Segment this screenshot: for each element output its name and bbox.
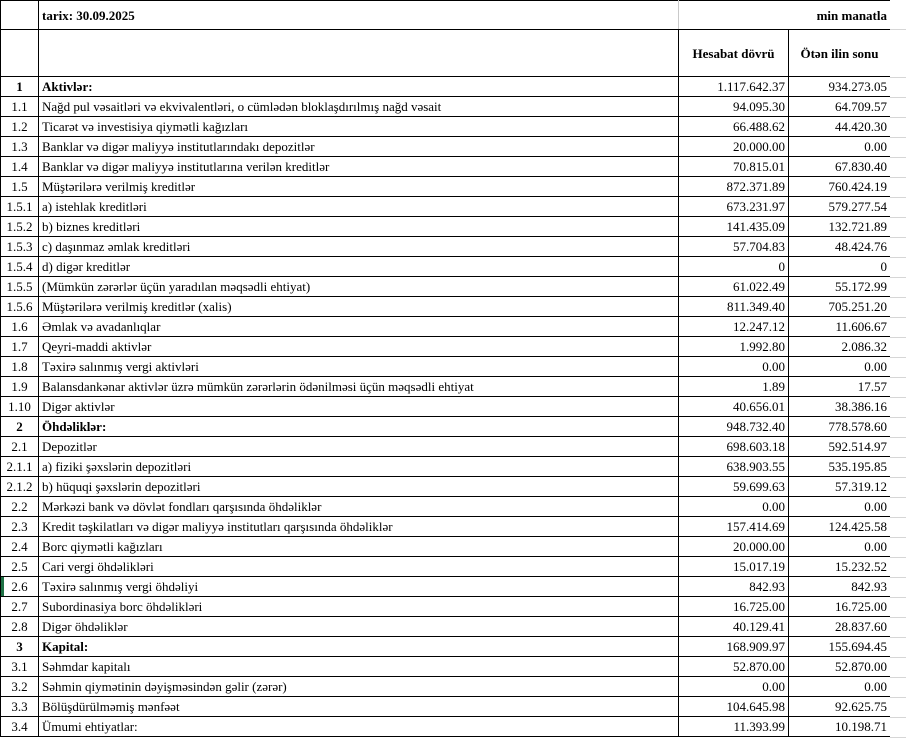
row-number-cell[interactable]: 1.5.4 — [1, 257, 39, 277]
row-number-cell[interactable]: 3.4 — [1, 717, 39, 737]
row-label-cell[interactable]: Kredit təşkilatları və digər maliyyə institutları qarşısında öhdəliklər — [39, 517, 679, 537]
value-prior-year-cell[interactable]: 0.00 — [789, 677, 891, 697]
gridline — [890, 29, 906, 30]
row-number-cell[interactable]: 2.2 — [1, 497, 39, 517]
row-number-cell[interactable]: 1.5.1 — [1, 197, 39, 217]
value-prior-year-cell[interactable]: 155.694.45 — [789, 637, 891, 657]
row-number-cell[interactable]: 3.2 — [1, 677, 39, 697]
value-current-period-cell[interactable]: 1.992.80 — [679, 337, 789, 357]
row-label-cell[interactable]: Müştərilərə verilmiş kreditlər — [39, 177, 679, 197]
value-prior-year-cell[interactable]: 2.086.32 — [789, 337, 891, 357]
table-row — [1, 637, 891, 657]
row-number-cell[interactable]: 3.3 — [1, 697, 39, 717]
value-prior-year-cell[interactable]: 48.424.76 — [789, 237, 891, 257]
table-row — [1, 177, 891, 197]
value-current-period-cell[interactable]: 0 — [679, 257, 789, 277]
table-row — [1, 477, 891, 497]
row-number-cell[interactable]: 1.3 — [1, 137, 39, 157]
value-prior-year-cell[interactable]: 55.172.99 — [789, 277, 891, 297]
value-prior-year-cell[interactable]: 592.514.97 — [789, 437, 891, 457]
table-row — [1, 557, 891, 577]
value-current-period-cell[interactable]: 40.129.41 — [679, 617, 789, 637]
value-prior-year-cell[interactable]: 132.721.89 — [789, 217, 891, 237]
corner-cell[interactable] — [1, 1, 39, 30]
row-label-cell[interactable]: Digər aktivlər — [39, 397, 679, 417]
value-current-period-cell[interactable]: 11.393.99 — [679, 717, 789, 737]
value-prior-year-cell[interactable]: 535.195.85 — [789, 457, 891, 477]
row-label-cell[interactable]: (Mümkün zərərlər üçün yaradılan məqsədli ehtiyat) — [39, 277, 679, 297]
table-row — [1, 677, 891, 697]
value-current-period-cell[interactable]: 141.435.09 — [679, 217, 789, 237]
value-prior-year-cell[interactable]: 0 — [789, 257, 891, 277]
value-current-period-cell[interactable]: 1.89 — [679, 377, 789, 397]
row-number-cell[interactable]: 1.1 — [1, 97, 39, 117]
row-number-cell[interactable]: 2.1.1 — [1, 457, 39, 477]
value-prior-year-cell[interactable]: 64.709.57 — [789, 97, 891, 117]
row-number-cell[interactable]: 1.6 — [1, 317, 39, 337]
table-row — [1, 597, 891, 617]
row-label-cell[interactable]: a) fiziki şəxslərin depozitləri — [39, 457, 679, 477]
report-date-cell[interactable]: tarix: 30.09.2025 — [39, 1, 679, 30]
row-label-cell[interactable]: Əmlak və avadanlıqlar — [39, 317, 679, 337]
row-number-cell[interactable]: 3.1 — [1, 657, 39, 677]
table-row — [1, 697, 891, 717]
row-label-cell[interactable]: Kapital: — [39, 637, 679, 657]
table-row — [1, 77, 891, 97]
row-number-cell[interactable]: 2 — [1, 417, 39, 437]
row-label-cell[interactable]: b) biznes kreditləri — [39, 217, 679, 237]
value-current-period-cell[interactable]: 0.00 — [679, 677, 789, 697]
table-row — [1, 157, 891, 177]
row-number-cell[interactable]: 1.9 — [1, 377, 39, 397]
row-label-cell[interactable]: Müştərilərə verilmiş kreditlər (xalis) — [39, 297, 679, 317]
row-label-cell[interactable]: c) daşınmaz əmlak kreditləri — [39, 237, 679, 257]
value-prior-year-cell[interactable]: 28.837.60 — [789, 617, 891, 637]
row-label-cell[interactable]: Digər öhdəliklər — [39, 617, 679, 637]
value-prior-year-cell[interactable]: 11.606.67 — [789, 317, 891, 337]
value-current-period-cell[interactable]: 673.231.97 — [679, 197, 789, 217]
row-label-cell[interactable]: Nağd pul vəsaitləri və ekvivalentləri, o cümlədən bloklaşdırılmış nağd vəsait — [39, 97, 679, 117]
value-prior-year-cell[interactable]: 0.00 — [789, 497, 891, 517]
value-current-period-cell[interactable]: 104.645.98 — [679, 697, 789, 717]
row-number-cell[interactable]: 1.5.5 — [1, 277, 39, 297]
value-current-period-cell[interactable]: 638.903.55 — [679, 457, 789, 477]
value-current-period-cell[interactable]: 20.000.00 — [679, 537, 789, 557]
value-prior-year-cell[interactable]: 0.00 — [789, 537, 891, 557]
row-label-cell[interactable]: Mərkəzi bank və dövlət fondları qarşısında öhdəliklər — [39, 497, 679, 517]
row-number-cell[interactable]: 1.5.3 — [1, 237, 39, 257]
row-number-cell[interactable]: 2.6 — [1, 577, 39, 597]
value-current-period-cell[interactable]: 842.93 — [679, 577, 789, 597]
table-row — [1, 617, 891, 637]
value-current-period-cell[interactable]: 0.00 — [679, 357, 789, 377]
table-row — [1, 277, 891, 297]
value-current-period-cell[interactable]: 948.732.40 — [679, 417, 789, 437]
value-current-period-cell[interactable]: 59.699.63 — [679, 477, 789, 497]
row-label-cell[interactable]: Subordinasiya borc öhdəlikləri — [39, 597, 679, 617]
value-current-period-cell[interactable]: 57.704.83 — [679, 237, 789, 257]
title-row — [1, 1, 891, 30]
row-number-cell[interactable]: 1.10 — [1, 397, 39, 417]
value-prior-year-cell[interactable]: 15.232.52 — [789, 557, 891, 577]
table-row — [1, 457, 891, 477]
row-label-cell[interactable]: Təxirə salınmış vergi aktivləri — [39, 357, 679, 377]
row-label-cell[interactable]: Balansdankənar aktivlər üzrə mümkün zərərlərin ödənilməsi üçün məqsədli ehtiyat — [39, 377, 679, 397]
row-label-cell[interactable]: d) digər kreditlər — [39, 257, 679, 277]
value-current-period-cell[interactable]: 61.022.49 — [679, 277, 789, 297]
header-label-cell[interactable] — [39, 30, 679, 77]
row-label-cell[interactable]: Ticarət və investisiya qiymətli kağızları — [39, 117, 679, 137]
row-number-cell[interactable]: 1.4 — [1, 157, 39, 177]
row-label-cell[interactable]: Borc qiymətli kağızları — [39, 537, 679, 557]
table-row — [1, 117, 891, 137]
unit-label-cell[interactable]: min manatla — [789, 1, 891, 30]
table-row — [1, 357, 891, 377]
table-row — [1, 717, 891, 737]
table-row — [1, 497, 891, 517]
row-label-cell[interactable]: Bölüşdürülməmiş mənfəət — [39, 697, 679, 717]
value-current-period-cell[interactable]: 94.095.30 — [679, 97, 789, 117]
row-number-cell[interactable]: 2.5 — [1, 557, 39, 577]
table-row — [1, 237, 891, 257]
row-number-cell[interactable]: 3 — [1, 637, 39, 657]
value-prior-year-cell[interactable]: 44.420.30 — [789, 117, 891, 137]
value-current-period-cell[interactable]: 168.909.97 — [679, 637, 789, 657]
row-number-cell[interactable]: 2.4 — [1, 537, 39, 557]
table-row — [1, 577, 891, 597]
value-prior-year-cell[interactable]: 10.198.71 — [789, 717, 891, 737]
value-current-period-cell[interactable]: 15.017.19 — [679, 557, 789, 577]
value-prior-year-cell[interactable]: 0.00 — [789, 357, 891, 377]
row-label-cell[interactable]: Banklar və digər maliyyə institutlarındakı depozitlər — [39, 137, 679, 157]
row-label-cell[interactable]: Öhdəliklər: — [39, 417, 679, 437]
row-number-cell[interactable]: 1.5.2 — [1, 217, 39, 237]
header-number-cell[interactable] — [1, 30, 39, 77]
table-row — [1, 317, 891, 337]
value-prior-year-cell[interactable]: 67.830.40 — [789, 157, 891, 177]
column-header-row — [1, 30, 891, 77]
table-row — [1, 437, 891, 457]
value-current-period-cell[interactable]: 0.00 — [679, 497, 789, 517]
value-current-period-cell[interactable]: 157.414.69 — [679, 517, 789, 537]
table-row — [1, 97, 891, 117]
row-number-cell[interactable]: 2.8 — [1, 617, 39, 637]
value-prior-year-cell[interactable]: 778.578.60 — [789, 417, 891, 437]
row-label-cell[interactable]: Səhmin qiymətinin dəyişməsindən gəlir (zərər) — [39, 677, 679, 697]
value-prior-year-cell[interactable]: 38.386.16 — [789, 397, 891, 417]
value-current-period-cell[interactable]: 698.603.18 — [679, 437, 789, 457]
table-row — [1, 397, 891, 417]
row-number-cell[interactable]: 1 — [1, 77, 39, 97]
table-row — [1, 297, 891, 317]
row-number-cell[interactable]: 2.1.2 — [1, 477, 39, 497]
row-number-cell[interactable]: 1.8 — [1, 357, 39, 377]
value-prior-year-cell[interactable]: 842.93 — [789, 577, 891, 597]
table-row — [1, 337, 891, 357]
table-row — [1, 417, 891, 437]
value-prior-year-cell[interactable]: 760.424.19 — [789, 177, 891, 197]
table-body — [1, 1, 891, 737]
row-label-cell[interactable]: Depozitlər — [39, 437, 679, 457]
value-current-period-cell[interactable]: 20.000.00 — [679, 137, 789, 157]
row-number-cell[interactable]: 1.7 — [1, 337, 39, 357]
row-label-cell[interactable]: Ümumi ehtiyatlar: — [39, 717, 679, 737]
value-current-period-cell[interactable]: 52.870.00 — [679, 657, 789, 677]
row-label-cell[interactable]: Qeyri-maddi aktivlər — [39, 337, 679, 357]
row-label-cell[interactable]: Aktivlər: — [39, 77, 679, 97]
row-label-cell[interactable]: b) hüquqi şəxslərin depozitləri — [39, 477, 679, 497]
value-current-period-cell[interactable]: 66.488.62 — [679, 117, 789, 137]
value-current-period-cell[interactable]: 70.815.01 — [679, 157, 789, 177]
row-number-cell[interactable]: 2.7 — [1, 597, 39, 617]
value-current-period-cell[interactable]: 12.247.12 — [679, 317, 789, 337]
table-row — [1, 377, 891, 397]
table-row — [1, 537, 891, 557]
sheet-gridline-margin — [890, 0, 906, 739]
value-prior-year-cell[interactable]: 92.625.75 — [789, 697, 891, 717]
row-number-cell[interactable]: 1.5 — [1, 177, 39, 197]
value-prior-year-cell[interactable]: 17.57 — [789, 377, 891, 397]
gridlines — [890, 78, 906, 739]
empty-cell[interactable] — [679, 1, 789, 30]
value-prior-year-cell[interactable]: 0.00 — [789, 137, 891, 157]
row-number-cell[interactable]: 2.1 — [1, 437, 39, 457]
row-label-cell[interactable]: a) istehlak kreditləri — [39, 197, 679, 217]
row-label-cell[interactable]: Cari vergi öhdəlikləri — [39, 557, 679, 577]
value-prior-year-cell[interactable]: 934.273.05 — [789, 77, 891, 97]
value-prior-year-cell[interactable]: 124.425.58 — [789, 517, 891, 537]
header-current-period-cell[interactable]: Hesabat dövrü — [679, 30, 789, 77]
header-prior-year-cell[interactable]: Ötən ilin sonu — [789, 30, 891, 77]
row-number-cell[interactable]: 1.2 — [1, 117, 39, 137]
table-row — [1, 657, 891, 677]
value-prior-year-cell[interactable]: 57.319.12 — [789, 477, 891, 497]
table-row — [1, 197, 891, 217]
table-row — [1, 257, 891, 277]
row-label-cell[interactable]: Təxirə salınmış vergi öhdəliyi — [39, 577, 679, 597]
row-label-cell[interactable]: Banklar və digər maliyyə institutlarına verilən kreditlər — [39, 157, 679, 177]
table-row — [1, 517, 891, 537]
row-number-cell[interactable]: 1.5.6 — [1, 297, 39, 317]
table-row — [1, 217, 891, 237]
table-row — [1, 137, 891, 157]
value-prior-year-cell[interactable]: 16.725.00 — [789, 597, 891, 617]
value-prior-year-cell[interactable]: 579.277.54 — [789, 197, 891, 217]
value-current-period-cell[interactable]: 872.371.89 — [679, 177, 789, 197]
row-label-cell[interactable]: Səhmdar kapitalı — [39, 657, 679, 677]
value-current-period-cell[interactable]: 1.117.642.37 — [679, 77, 789, 97]
value-prior-year-cell[interactable]: 705.251.20 — [789, 297, 891, 317]
row-number-cell[interactable]: 2.3 — [1, 517, 39, 537]
value-current-period-cell[interactable]: 16.725.00 — [679, 597, 789, 617]
value-current-period-cell[interactable]: 40.656.01 — [679, 397, 789, 417]
value-prior-year-cell[interactable]: 52.870.00 — [789, 657, 891, 677]
value-current-period-cell[interactable]: 811.349.40 — [679, 297, 789, 317]
